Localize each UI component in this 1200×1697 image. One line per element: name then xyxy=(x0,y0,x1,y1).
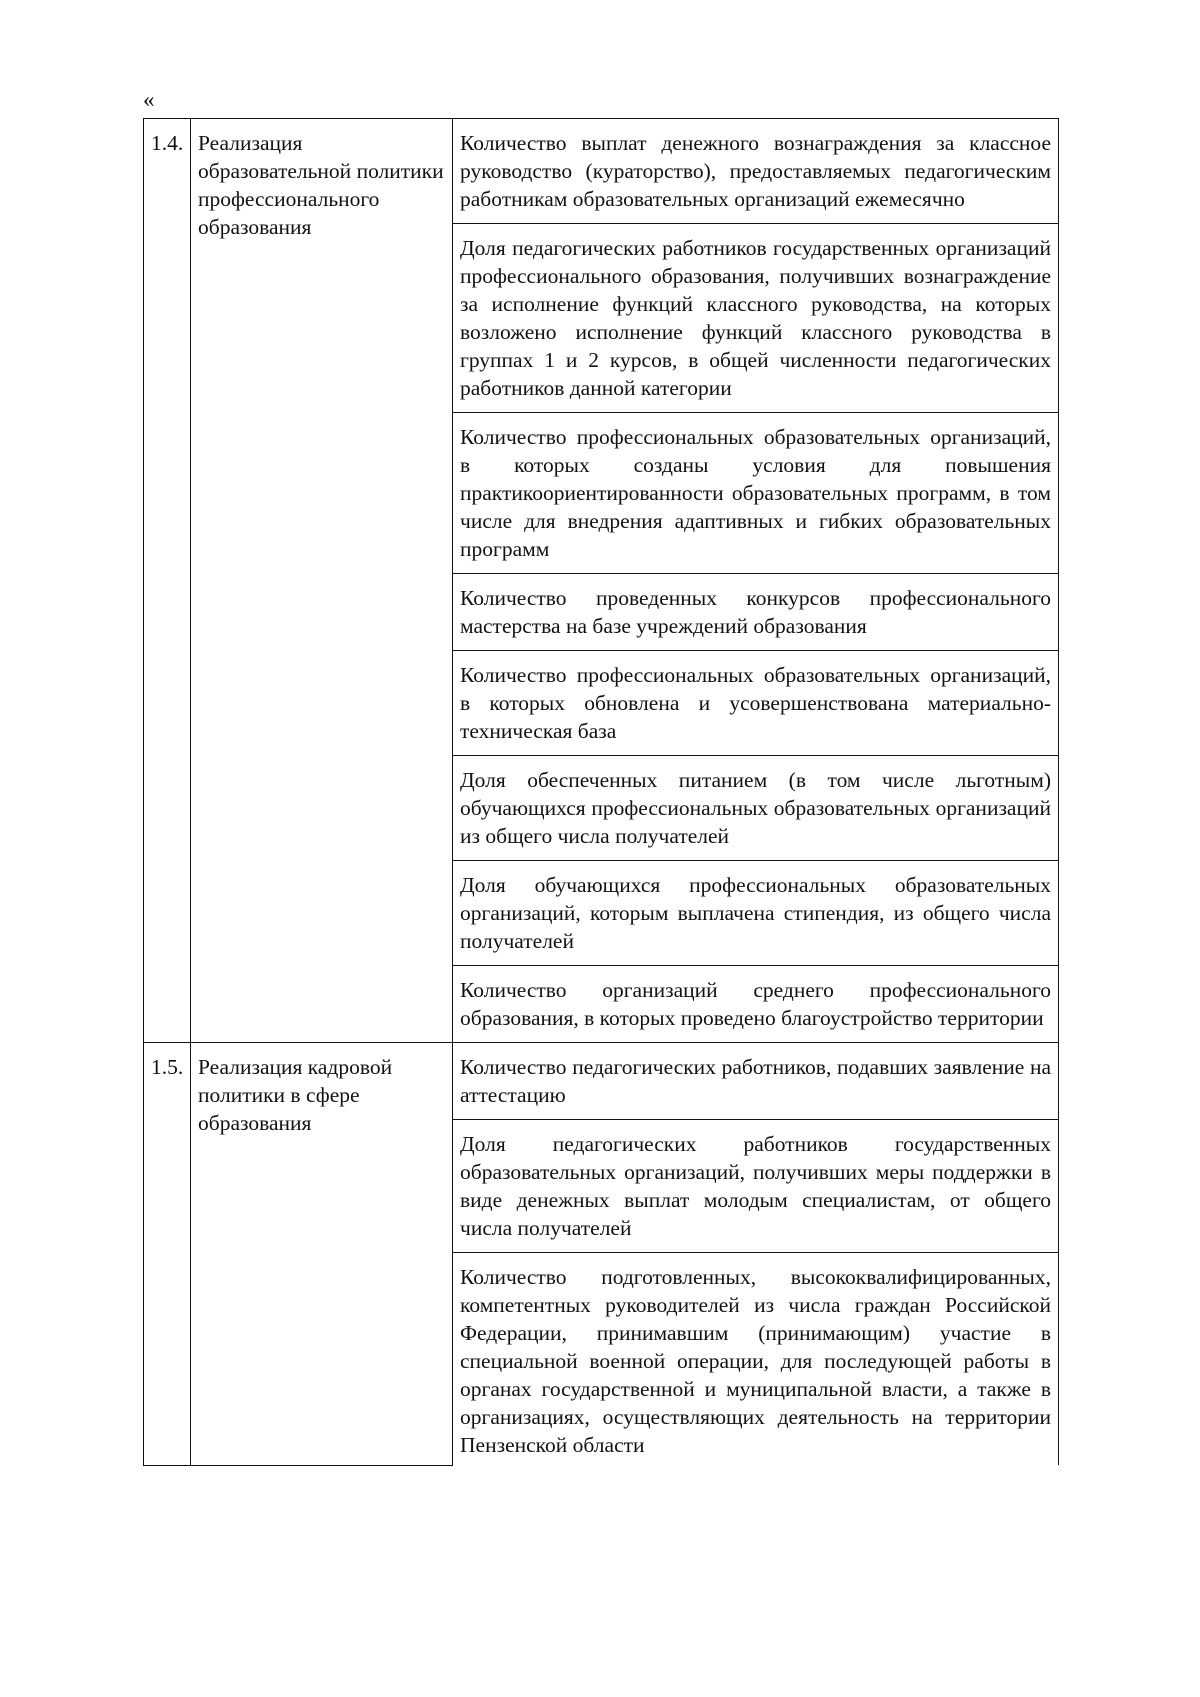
indicator-cell: Количество подготовленных, высококвалифицированных, компетентных руководителей из числа граждан Российской Федерации, принимавшим (принимающим) участие в специальной военной операции, для последующей работы в органах государственной и муниципальной власти, а также в организациях, осуществляющих деятельность на территории Пензенской области xyxy=(453,1253,1059,1466)
section-name: Реализация образовательной политики профессионального образования xyxy=(191,119,453,1043)
indicator-cell: Количество организаций среднего профессионального образования, в которых проведено благоустройство территории xyxy=(453,966,1059,1043)
indicator-cell: Доля обеспеченных питанием (в том числе льготным) обучающихся профессиональных образовательных организаций из общего числа получателей xyxy=(453,756,1059,861)
indicator-cell: Доля педагогических работников государственных образовательных организаций, получивших меры поддержки в виде денежных выплат молодым специалистам, от общего числа получателей xyxy=(453,1120,1059,1253)
indicator-cell: Количество педагогических работников, подавших заявление на аттестацию xyxy=(453,1043,1059,1120)
indicator-cell: Количество профессиональных образовательных организаций, в которых созданы условия для повышения практикоориентированности образовательных программ, в том числе для внедрения адаптивных и гибких образовательных программ xyxy=(453,413,1059,574)
opening-quote-mark: « xyxy=(143,87,155,112)
section-name: Реализация кадровой политики в сфере образования xyxy=(191,1043,453,1466)
indicators-table xyxy=(143,118,1059,1466)
section-number: 1.4. xyxy=(144,119,191,1043)
section-number: 1.5. xyxy=(144,1043,191,1466)
table-row xyxy=(144,1043,1059,1120)
indicator-cell: Доля обучающихся профессиональных образовательных организаций, которым выплачена стипендия, из общего числа получателей xyxy=(453,861,1059,966)
indicator-cell: Доля педагогических работников государственных организаций профессионального образования, получивших вознаграждение за исполнение функций классного руководства, на которых возложено исполнение функций классного руководства в группах 1 и 2 курсов, в общей численности педагогических работников данной категории xyxy=(453,224,1059,413)
indicator-cell: Количество выплат денежного вознаграждения за классное руководство (кураторство), предоставляемых педагогическим работникам образовательных организаций ежемесячно xyxy=(453,119,1059,224)
table-row xyxy=(144,119,1059,224)
indicator-cell: Количество профессиональных образовательных организаций, в которых обновлена и усовершенствована материально-техническая база xyxy=(453,651,1059,756)
indicator-cell: Количество проведенных конкурсов профессионального мастерства на базе учреждений образования xyxy=(453,574,1059,651)
